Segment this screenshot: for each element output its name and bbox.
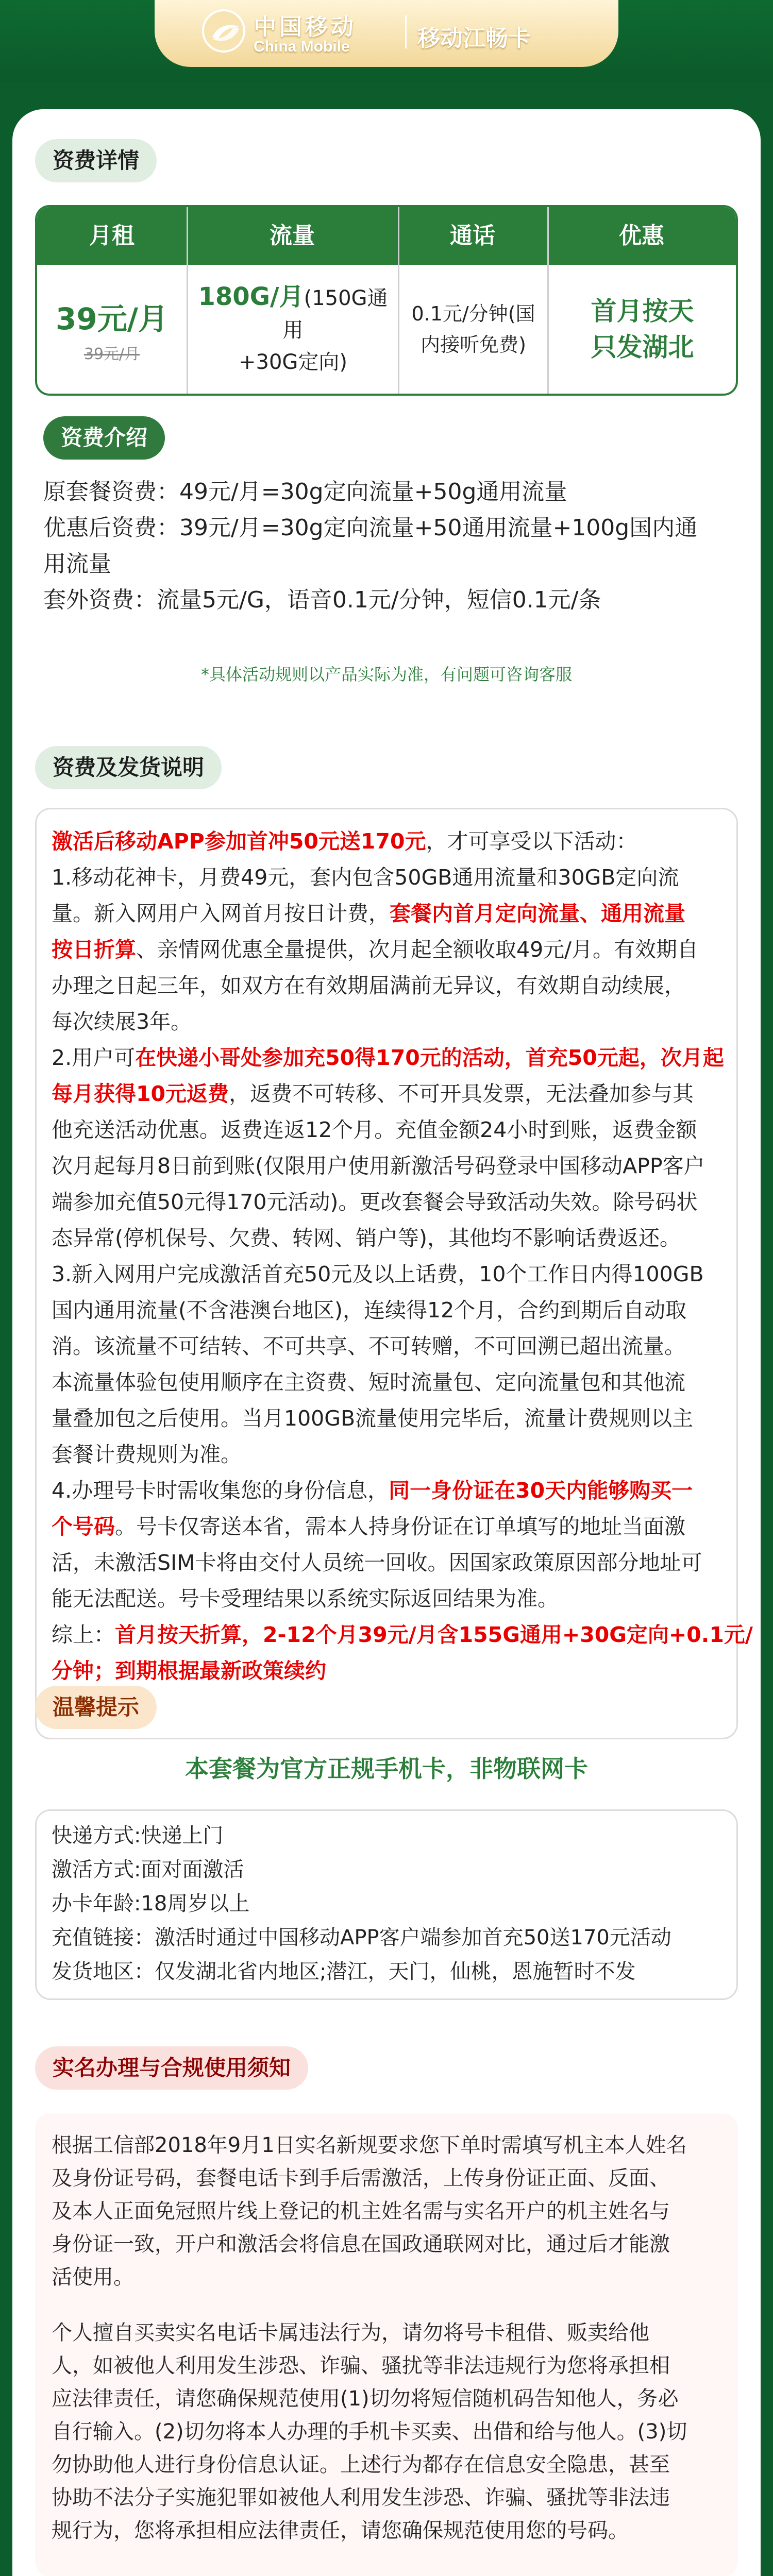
section-ship-title: 资费及发货说明 xyxy=(35,746,222,789)
flow-detail-2: +30G定向) xyxy=(238,350,347,374)
warning-line: 自行输入。(2)切勿将本人办理的手机卡买卖、出借和给与他人。(3)切 xyxy=(52,2420,687,2444)
warning-line: 人，如被他人利用发生涉恐、诈骗、骚扰等非法违规行为您将承担相 xyxy=(52,2354,670,2378)
product-name: 移动江畅卡 xyxy=(417,25,531,52)
th-flow: 流量 xyxy=(270,223,315,249)
rule-line: 能无法配送。号卡受理结果以系统实际返回结果为准。 xyxy=(52,1586,559,1611)
th-call: 通话 xyxy=(450,223,495,249)
fee-table-header xyxy=(37,207,736,265)
section-intro-title: 资费介绍 xyxy=(43,416,165,460)
brand-cn: 中国移动 xyxy=(254,14,357,40)
rule-line: 3.新入网用户完成激活首充50元及以上话费，10个工作日内得100GB xyxy=(52,1262,704,1286)
call-line-2: 内接听免费) xyxy=(421,333,526,356)
rule-line: 办理之日起三年，如双方在有效期届满前无异议，有效期自动续展， xyxy=(52,973,685,998)
rule-line: 次月起每月8日前到账(仅限用户使用新激活号码登录中国移动APP客户 xyxy=(52,1154,705,1178)
warning-line: 勿协助他人进行身份信息认证。上述行为都存在信息安全隐患，甚至 xyxy=(52,2453,670,2477)
call-line-1: 0.1元/分钟(国 xyxy=(411,302,535,325)
rule-line: 激活后移动APP参加首冲50元送170元，才可享受以下活动： xyxy=(52,829,637,854)
section-fee-title: 资费详情 xyxy=(35,139,157,182)
intro-line: 原套餐资费：49元/月=30g定向流量+50g通用流量 xyxy=(43,479,567,505)
intro-line: 优惠后资费：39元/月=30g定向流量+50通用流量+100g国内通 xyxy=(43,515,698,541)
warning-line: 个人擅自买卖实名电话卡属违法行为，请勿将号卡租借、贩卖给他 xyxy=(52,2321,649,2345)
rule-line: 态异常(停机保号、欠费、转网、销户等)，其他均不影响话费返还。 xyxy=(52,1226,681,1250)
rule-line: 端参加充值50元得170元活动)。更改套餐会导致活动失效。除号码状 xyxy=(52,1190,698,1214)
cell-flow xyxy=(188,265,398,394)
tips-line: 充值链接：激活时通过中国移动APP客户端参加首充50送170元活动 xyxy=(52,1926,671,1950)
intro-note: *具体活动规则以产品实际为准，有问题可咨询客服 xyxy=(200,665,572,684)
section-realname-title: 实名办理与合规使用须知 xyxy=(35,2046,308,2090)
rule-line: 活，未激活SIM卡将由交付人员统一回收。因国家政策原因部分地址可 xyxy=(52,1550,702,1575)
rule-line: 每次续展3年。 xyxy=(52,1009,192,1034)
cell-promo xyxy=(549,265,736,394)
realname-line: 身份证一致，开户和激活会将信息在国政通联网对比，通过后才能激 xyxy=(52,2232,670,2256)
rule-line: 1.移动花神卡，月费49元，套内包含50GB通用流量和30GB定向流 xyxy=(52,865,679,890)
warning-line: 规行为，您将承担相应法律责任，请您确保规范使用您的号码。 xyxy=(52,2519,629,2543)
flow-line-1 xyxy=(188,281,398,346)
ship-rules xyxy=(52,823,753,1689)
realname-line: 及本人正面免冠照片线上登记的机主姓名需与实名开户的机主姓名与 xyxy=(52,2199,670,2223)
intro-line: 套外资费：流量5元/G，语音0.1元/分钟，短信0.1元/条 xyxy=(43,587,601,613)
rule-line: 本流量体验包使用顺序在主资费、短时流量包、定向流量包和其他流 xyxy=(52,1370,685,1395)
rule-line: 他充送活动优惠。返费连返12个月。充值金额24小时到账，返费金额 xyxy=(52,1117,697,1142)
intro-line: 用流量 xyxy=(43,551,111,577)
flow-detail-1: (150G通用 xyxy=(282,286,388,342)
cell-call xyxy=(399,265,547,394)
warning-line: 协助不法分子实施犯罪如被他人利用发生涉恐、诈骗、骚扰等非法违 xyxy=(52,2486,670,2510)
brand-en: China Mobile xyxy=(254,38,350,55)
rule-line: 综上：首月按天折算，2-12个月39元/月含155G通用+30G定向+0.1元/ xyxy=(52,1622,753,1647)
realname-line: 根据工信部2018年9月1日实名新规要求您下单时需填写机主本人姓名 xyxy=(52,2133,687,2157)
rule-line: 国内通用流量(不含港澳台地区)，连续得12个月，合约到期后自动取 xyxy=(52,1298,687,1323)
fee-table xyxy=(35,205,738,396)
rule-line: 按日折算、亲情网优惠全量提供，次月起全额收取49元/月。有效期自 xyxy=(52,937,698,962)
rule-line: 量。新入网用户入网首月按日计费，套餐内首月定向流量、通用流量 xyxy=(52,901,685,926)
price-old: 39元/月 xyxy=(83,345,140,363)
realname-line: 活使用。 xyxy=(52,2265,134,2289)
china-mobile-logo-icon xyxy=(202,9,245,53)
tips-line: 办卡年龄:18周岁以上 xyxy=(52,1892,250,1916)
tips-line: 激活方式:面对面激活 xyxy=(52,1858,244,1882)
tips-list xyxy=(52,1819,671,1989)
realname-line: 及身份证号码，套餐电话卡到手后需激活，上传身份证正面、反面、 xyxy=(52,2166,670,2190)
rule-line: 个号码。号卡仅寄送本省，需本人持身份证在订单填写的地址当面激 xyxy=(52,1514,685,1539)
top-banner xyxy=(0,0,773,82)
th-promo: 优惠 xyxy=(619,223,664,249)
tips-line: 发货地区：仅发湖北省内地区;潜江，天门，仙桃，恩施暂时不发 xyxy=(52,1960,636,1984)
intro-text xyxy=(43,474,697,618)
main-card xyxy=(12,109,761,2576)
th-rent: 月租 xyxy=(89,223,135,249)
price: 39元/月 xyxy=(56,301,168,336)
rule-line: 套餐计费规则为准。 xyxy=(52,1442,242,1467)
cell-price xyxy=(37,265,187,394)
rule-line: 分钟；到期根据最新政策续约 xyxy=(52,1658,326,1683)
flow-amount: 180G/月 xyxy=(198,282,304,311)
promo-line-2: 只发湖北 xyxy=(591,332,694,362)
tips-line: 快递方式:快递上门 xyxy=(52,1824,224,1848)
brand-divider xyxy=(405,15,407,48)
warning-line: 应法律责任，请您确保规范使用(1)切勿将短信随机码告知他人，务必 xyxy=(52,2387,679,2411)
rule-line: 消。该流量不可结转、不可共享、不可转赠，不可回溯已超出流量。 xyxy=(52,1334,685,1359)
rule-line: 量叠加包之后使用。当月100GB流量使用完毕后，流量计费规则以主 xyxy=(52,1406,694,1431)
section-tips-title: 温馨提示 xyxy=(35,1686,157,1729)
rule-line: 4.办理号卡时需收集您的身份信息，同一身份证在30天内能够购买一 xyxy=(52,1478,693,1503)
rule-line: 每月获得10元返费，返费不可转移、不可开具发票，无法叠加参与其 xyxy=(52,1081,694,1106)
promo-line-1: 首月按天 xyxy=(591,296,694,326)
realname-text xyxy=(52,2129,687,2294)
realname-warning xyxy=(52,2316,687,2547)
tips-headline: 本套餐为官方正规手机卡，非物联网卡 xyxy=(185,1755,588,1783)
rule-line: 2.用户可在快递小哥处参加充50得170元的活动，首充50元起，次月起 xyxy=(52,1045,724,1070)
